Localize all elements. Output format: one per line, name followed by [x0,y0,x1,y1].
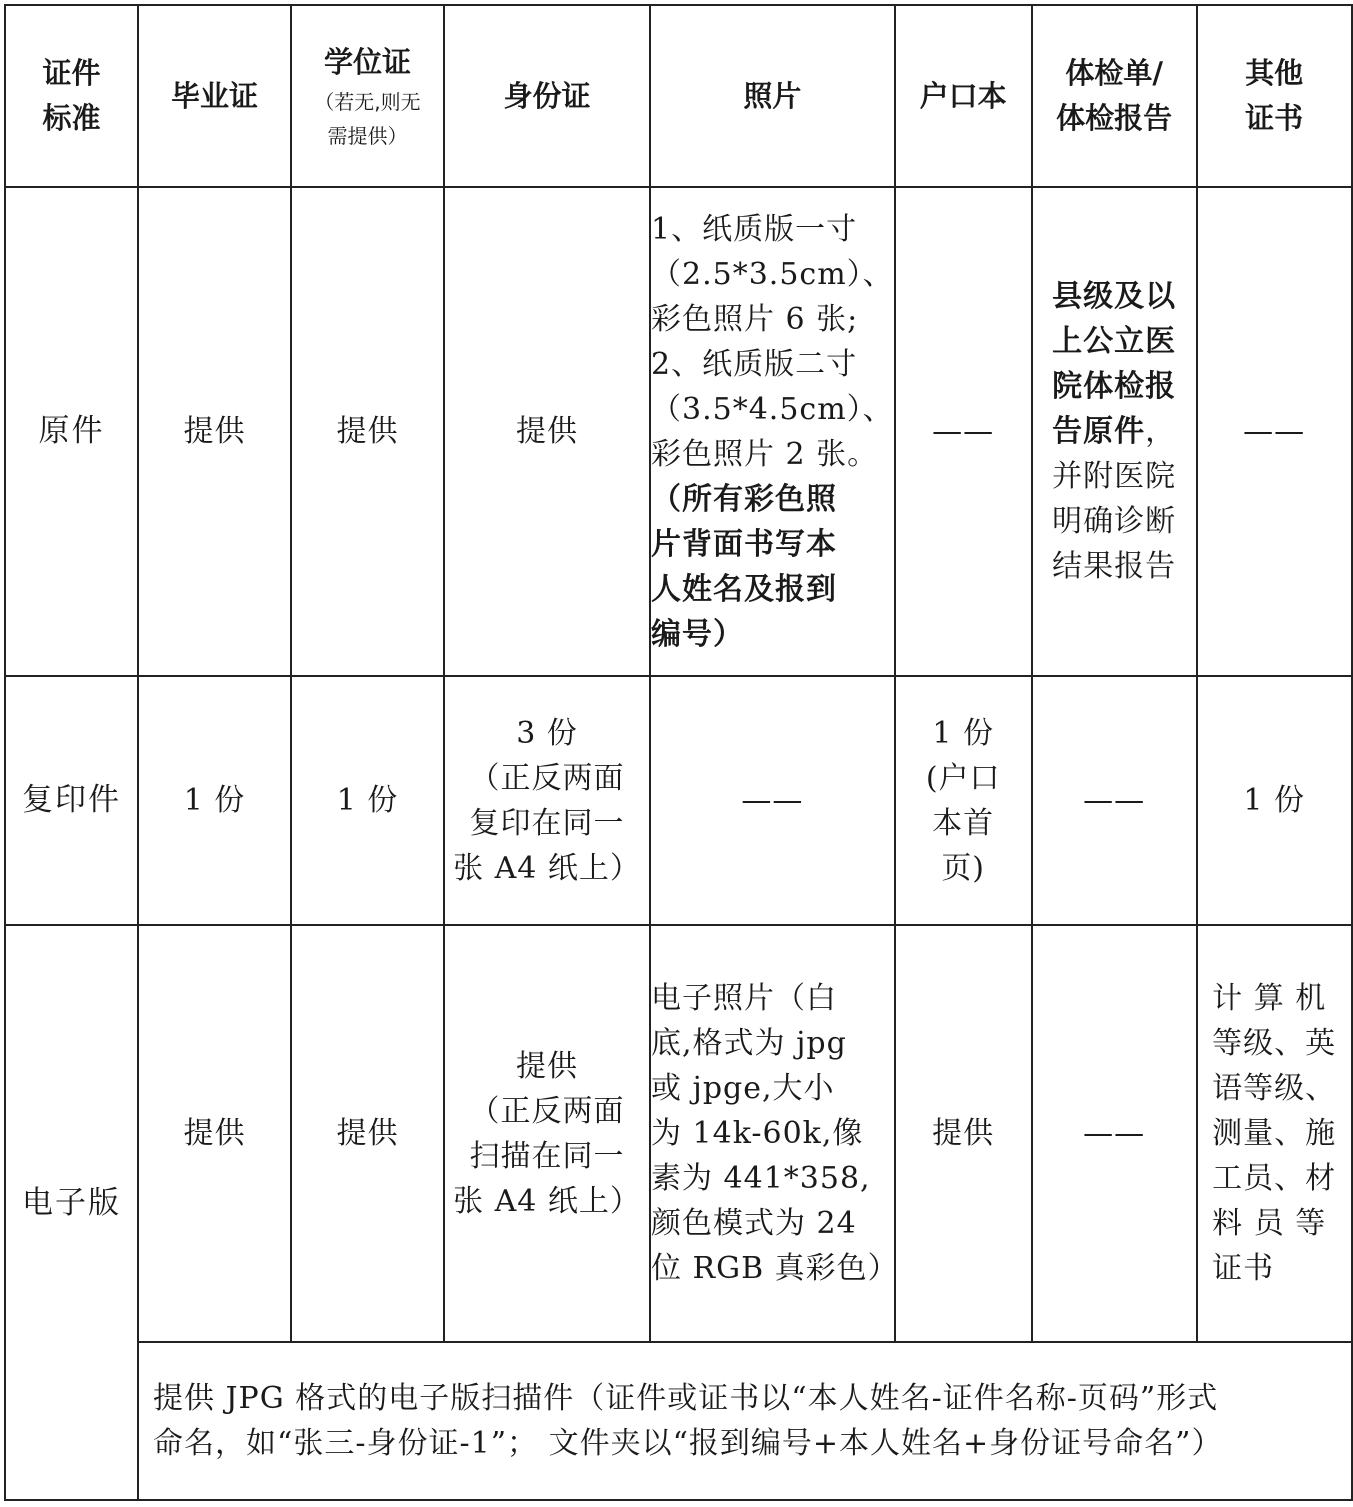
electronic-other: 计 算 机 等级、英 语等级、 测量、施 工员、材 料 员 等 证书 [1197,925,1352,1342]
header-degree: 学位证 （若无,则无 需提供） [291,5,444,187]
copy-id-card: 3 份 （正反两面 复印在同一 张 A4 纸上） [444,676,650,925]
degree-note: （若无,则无 需提供） [314,89,421,148]
original-degree: 提供 [291,187,444,676]
header-other: 其他 证书 [1197,5,1352,187]
copy-other: 1 份 [1197,676,1352,925]
header-photo: 照片 [650,5,895,187]
electronic-hukou: 提供 [895,925,1032,1342]
header-row [5,5,1352,187]
header-standard: 证件 标准 [5,5,138,187]
original-other: —— [1197,187,1352,676]
copy-graduation: 1 份 [138,676,291,925]
row-label-copy: 复印件 [5,676,138,925]
copy-hukou: 1 份 (户口 本首 页) [895,676,1032,925]
row-label-original: 原件 [5,187,138,676]
electronic-degree: 提供 [291,925,444,1342]
original-graduation: 提供 [138,187,291,676]
row-label-electronic: 电子版 [5,925,138,1500]
original-id-card: 提供 [444,187,650,676]
copy-degree: 1 份 [291,676,444,925]
certificate-requirements-table [4,4,1353,1501]
copy-medical: —— [1032,676,1197,925]
original-hukou: —— [895,187,1032,676]
header-medical: 体检单/ 体检报告 [1032,5,1197,187]
header-graduation: 毕业证 [138,5,291,187]
electronic-photo: 电子照片（白 底,格式为 jpg 或 jpge,大小 为 14k-60k,像 素为 441*358, 颜色模式为 24 位 RGB 真彩色） [650,925,895,1342]
original-row [5,187,1352,676]
original-photo: 1、纸质版一寸 （2.5*3.5cm）、 彩色照片 6 张; 2、纸质版二寸 （3.5*4.5cm）、 彩色照片 2 张。 （所有彩色照 片背面书写本 人姓名及报到 编号） [650,187,895,676]
copy-photo: —— [650,676,895,925]
electronic-medical: —— [1032,925,1197,1342]
copy-row [5,676,1352,925]
original-medical: 县级及以 上公立医 院体检报 告原件， 并附医院 明确诊断 结果报告 [1032,187,1197,676]
electronic-id-card: 提供 （正反两面 扫描在同一 张 A4 纸上） [444,925,650,1342]
electronic-row [5,925,1352,1342]
electronic-naming-note: 提供 JPG 格式的电子版扫描件（证件或证书以“本人姓名-证件名称-页码”形式 命名，如“张三-身份证-1”； 文件夹以“报到编号+本人姓名+身份证号命名”） [138,1342,1352,1500]
electronic-graduation: 提供 [138,925,291,1342]
electronic-note-row [5,1342,1352,1500]
header-hukou: 户口本 [895,5,1032,187]
header-id-card: 身份证 [444,5,650,187]
